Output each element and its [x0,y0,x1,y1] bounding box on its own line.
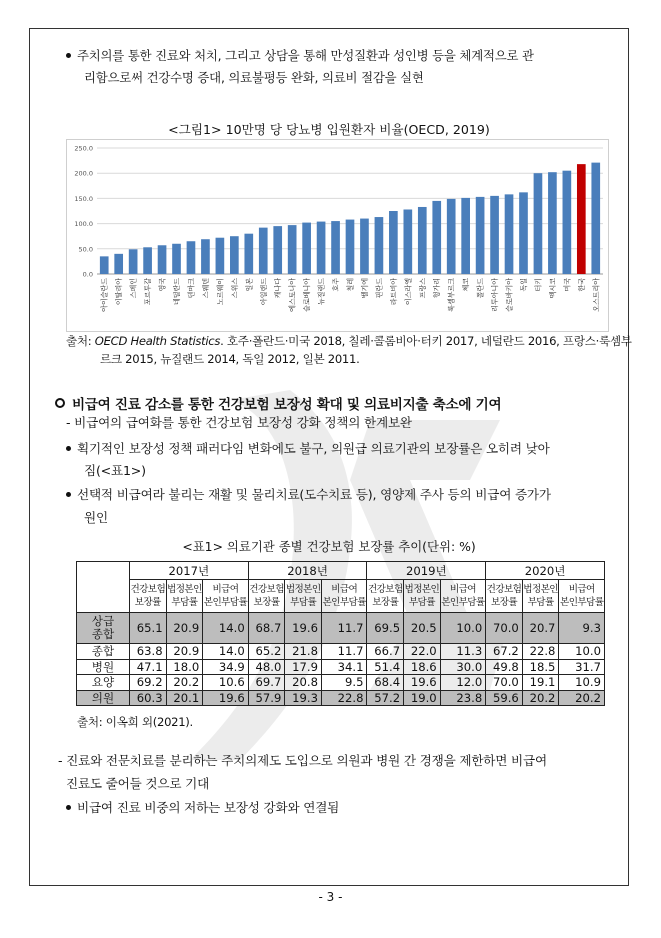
y-tick-label: 50.0 [78,245,93,254]
table-cell: 19.6 [285,613,322,644]
x-tick-label: 독일 [519,278,528,292]
table-cell: 19.6 [203,690,249,706]
circle-bullet-icon [55,398,65,408]
bar [447,199,456,274]
section-heading-text: 비급여 진료 감소를 통한 건강보험 보장성 확대 및 의료비지출 축소에 기여 [72,397,502,413]
x-tick-label: 미국 [563,278,572,292]
figure-title: <그림1> 10만명 당 당뇨병 입원환자 비율(OECD, 2019) [168,122,490,137]
column-header [166,580,203,613]
y-tick-label: 200.0 [74,169,93,178]
y-tick-label: 150.0 [74,194,93,203]
x-tick-label: 헝가리 [433,278,442,299]
table-cell: 20.2 [522,690,559,706]
bar [577,164,586,274]
table-title: <표1> 의료기관 종별 건강보험 보장률 추이(단위: %) [182,539,476,554]
section-bullet-2-line-1: 선택적 비급여라 불리는 재활 및 물리치료(도수치료 등), 영양제 주사 등의 비급여 증가가 [77,487,551,502]
bar-chart [66,139,609,332]
x-tick-label: 슬로베니아 [303,278,312,312]
column-header-text: 부담률 [290,597,317,608]
table-source: 출처: 이옥희 외(2021). [77,715,193,729]
table-cell: 63.8 [130,644,167,660]
x-tick-label: 프랑스 [418,278,427,299]
bar [259,228,268,274]
section-bullet-1-line-1: 획기적인 보장성 정책 패러다임 변화에도 불구, 의원급 의료기관의 보장률은 오히려 낮아 [77,441,550,456]
bar [389,211,398,274]
table-cell: 31.7 [559,659,605,675]
x-tick-label: 노르웨이 [216,278,225,306]
table-cell: 69.2 [130,675,167,691]
table-row [77,644,605,660]
bar [346,220,355,274]
x-tick-label: 이스라엘 [404,278,413,306]
table-cell: 10.6 [203,675,249,691]
section-bullet-1 [66,440,550,458]
table-cell: 57.2 [367,690,404,706]
intro-line-1: 주치의를 통한 진료와 처치, 그리고 상담을 통해 만성질환과 성인병 등을 체계적으로 관 [77,48,534,63]
bar [302,223,311,274]
column-header-text: 부담률 [171,597,198,608]
column-header [130,580,167,613]
figure-source-line-2: 르크 2015, 뉴질랜드 2014, 독일 2012, 일본 2011. [100,352,360,366]
column-header-text: 부담률 [527,597,554,608]
table-cell: 59.6 [486,690,523,706]
y-tick-label: 250.0 [74,144,93,153]
column-header-text: 본인부담률 [441,597,485,608]
table-cell: 60.3 [130,690,167,706]
bar [360,219,369,274]
bar [172,244,181,274]
x-tick-label: 벨기에 [360,278,369,299]
figure-source-rest: . 호주·폴란드·미국 2018, 칠레·콜롬비아·터키 2017, 네덜란드 2016, 프랑스·룩셈부 [220,334,632,348]
x-tick-label: 한국 [577,278,586,292]
bar [317,222,326,274]
table-cell: 18.5 [522,659,559,675]
table-cell: 65.2 [248,644,285,660]
table-cell: 9.5 [321,675,367,691]
x-tick-label: 아일랜드 [259,278,268,306]
table-row [77,675,605,691]
table-cell: 69.7 [248,675,285,691]
row-label [77,675,130,691]
table-cell: 20.5 [404,613,441,644]
table-cell: 18.6 [404,659,441,675]
x-tick-label: 영국 [158,278,167,292]
table-cell: 12.0 [440,675,486,691]
bar [591,163,600,274]
bullet-dot [66,805,71,810]
bullet-dot [66,446,71,451]
x-tick-label: 에스토니아 [288,278,297,312]
bar [432,201,441,274]
table-cell: 19.0 [404,690,441,706]
section-heading [55,393,501,413]
column-header [248,580,285,613]
x-tick-label: 스페인 [129,278,138,299]
x-tick-label: 뉴질랜드 [317,278,326,306]
bar [563,171,572,274]
bar [505,194,514,274]
bar [187,241,196,274]
section-sub-1-text: 비급여의 급여화를 통한 건강보험 보장성 강화 정책의 한계보완 [74,415,412,430]
x-tick-label: 핀란드 [375,278,384,299]
x-tick-label: 덴마크 [187,278,196,299]
x-tick-label: 캐나다 [274,278,283,299]
bar [288,225,297,274]
bar [201,239,210,274]
table-cell: 20.2 [559,690,605,706]
column-header-text: 비급여 [568,584,595,595]
table-cell: 22.0 [404,644,441,660]
column-header-text: 본인부담률 [560,597,604,608]
column-header-text: 건강보험 [130,584,166,595]
table-cell: 22.8 [321,690,367,706]
bar [158,245,167,274]
closing-dash-line-2: 진료도 줄어들 것으로 기대 [66,776,210,791]
x-tick-label: 포르투갈 [144,278,153,306]
section-bullet-2-line-2: 원인 [84,510,108,525]
table-cell: 70.0 [486,613,523,644]
row-label [77,659,130,675]
table-cell: 10.0 [559,644,605,660]
closing-bullet-text: 비급여 진료 비중의 저하는 보장성 강화와 연결됨 [77,800,340,815]
bar [403,209,412,274]
column-header-text: 부담률 [408,597,435,608]
table-cell: 18.0 [166,659,203,675]
column-header-text: 비급여 [331,584,358,595]
table-cell: 49.8 [486,659,523,675]
table-cell: 57.9 [248,690,285,706]
table-cell: 20.1 [166,690,203,706]
bar [216,238,225,274]
table-cell: 19.1 [522,675,559,691]
bar [114,254,123,274]
column-header-text: 보장률 [134,597,161,608]
table-cell: 14.0 [203,644,249,660]
bar [331,221,340,274]
figure-source-label: 출처: [66,334,95,348]
x-tick-label: 멕시코 [548,278,557,299]
column-header-text: 본인부담률 [203,597,248,608]
section-sub-1: - 비급여의 급여화를 통한 건강보험 보장성 강화 정책의 한계보완 [66,415,412,430]
figure-source-italic: OECD Health Statistics [94,334,221,348]
table-subheader-row [77,580,605,613]
x-tick-label: 스웨덴 [201,278,210,299]
y-tick-label: 0.0 [82,270,93,279]
intro-line-2: 리함으로써 건강수명 증대, 의료불평등 완화, 의료비 절감을 실현 [84,70,424,85]
y-tick-label: 100.0 [74,220,93,229]
x-tick-label: 일본 [245,278,254,292]
table-cell: 51.4 [367,659,404,675]
year-header: 2017년 [130,562,249,580]
bar [418,207,427,274]
row-label-text: 종합 [91,644,115,659]
column-header-text: 법정본인 [523,584,558,595]
table-cell: 11.7 [321,644,367,660]
year-header: 2018년 [248,562,367,580]
bar [548,172,557,274]
table-cell: 67.2 [486,644,523,660]
closing-dash: - 진료와 전문치료를 분리하는 주치의제도 도입으로 의원과 병원 간 경쟁을 제한하면 비급여 [58,753,547,768]
table-cell: 17.9 [285,659,322,675]
x-tick-label: 칠레 [346,278,355,292]
table-cell: 68.7 [248,613,285,644]
table-cell: 22.8 [522,644,559,660]
bar [143,247,152,274]
table-row [77,690,605,706]
column-header-text: 보장률 [253,597,280,608]
table-cell: 20.7 [522,613,559,644]
x-tick-label: 리투아니아 [491,278,500,312]
x-tick-label: 네덜란드 [173,278,182,306]
table-cell: 47.1 [130,659,167,675]
column-header-text: 보장률 [491,597,518,608]
column-header [367,580,404,613]
x-tick-label: 룩셈부르크 [447,278,456,312]
table-cell: 9.3 [559,613,605,644]
x-tick-label: 체코 [462,278,471,292]
column-header-text: 법정본인 [285,584,321,595]
table-cell: 20.9 [166,613,203,644]
x-tick-label: 이탈리아 [115,278,124,306]
table-cell: 11.3 [440,644,486,660]
table-cell: 69.5 [367,613,404,644]
row-label-text: 요양 [91,675,115,690]
bar [490,196,499,274]
table-corner-cell [77,562,130,613]
x-tick-label: 아이슬란드 [100,278,109,312]
column-header [559,580,605,613]
table-year-row [77,562,605,580]
row-label [77,644,130,660]
x-tick-label: 폴란드 [476,278,485,299]
table-cell: 20.9 [166,644,203,660]
chart-svg [67,140,608,331]
x-tick-label: 호주 [332,278,341,292]
bar [244,234,253,274]
column-header-text: 건강보험 [367,584,403,595]
table-cell: 10.0 [440,613,486,644]
x-tick-label: 터키 [534,278,543,292]
column-header-text: 비급여 [212,584,239,595]
table-cell: 34.9 [203,659,249,675]
year-header: 2020년 [486,562,605,580]
bar [100,256,109,274]
table-row [77,613,605,644]
column-header [522,580,559,613]
row-label [77,613,130,644]
column-header [440,580,486,613]
table-cell: 65.1 [130,613,167,644]
table-cell: 19.6 [404,675,441,691]
row-label [77,690,130,706]
table-cell: 14.0 [203,613,249,644]
table-cell: 70.0 [486,675,523,691]
x-tick-label: 슬로바키아 [505,278,514,312]
bar [476,197,485,274]
column-header-text: 비급여 [449,584,476,595]
column-header [203,580,249,613]
row-label-text: 종합 [91,627,115,641]
x-tick-label: 오스트리아 [592,278,601,312]
bar [230,236,239,274]
section-bullet-2 [66,486,551,504]
table-cell: 48.0 [248,659,285,675]
bar [375,217,384,274]
closing-bullet [66,799,339,817]
bar [461,198,470,274]
page-number: - 3 - [318,890,343,904]
column-header-text: 법정본인 [404,584,440,595]
column-header-text: 본인부담률 [322,597,366,608]
table-cell: 11.7 [321,613,367,644]
column-header-text: 건강보험 [249,584,284,595]
table-cell: 23.8 [440,690,486,706]
table-cell: 21.8 [285,644,322,660]
column-header-text: 법정본인 [167,584,202,595]
column-header [404,580,441,613]
row-label-text: 의원 [91,690,115,705]
column-header [285,580,322,613]
row-label-text: 상급 [91,614,115,628]
bar [129,249,138,274]
table-cell: 34.1 [321,659,367,675]
x-tick-label: 라트비아 [389,278,398,306]
row-label-text: 병원 [91,659,115,674]
column-header [321,580,367,613]
table-cell: 68.4 [367,675,404,691]
table-cell: 66.7 [367,644,404,660]
section-bullet-1-line-2: 짐(<표1>) [84,463,146,478]
table-cell: 10.9 [559,675,605,691]
bullet-dot [66,492,71,497]
coverage-table [76,561,605,706]
year-header: 2019년 [367,562,486,580]
bullet-dot [66,53,71,58]
closing-dash-line-1: 진료와 전문치료를 분리하는 주치의제도 도입으로 의원과 병원 간 경쟁을 제한하면 비급여 [66,753,547,768]
figure-source-line-1 [66,333,632,350]
bar [273,226,282,274]
x-tick-label: 스위스 [230,278,239,299]
table-cell: 20.2 [166,675,203,691]
table-cell: 19.3 [285,690,322,706]
table-cell: 20.8 [285,675,322,691]
column-header-text: 건강보험 [486,584,522,595]
intro-bullet [66,47,534,65]
column-header-text: 보장률 [372,597,399,608]
table-row [77,659,605,675]
bar [519,192,528,274]
column-header [486,580,523,613]
bar [534,173,543,274]
table-cell: 30.0 [440,659,486,675]
